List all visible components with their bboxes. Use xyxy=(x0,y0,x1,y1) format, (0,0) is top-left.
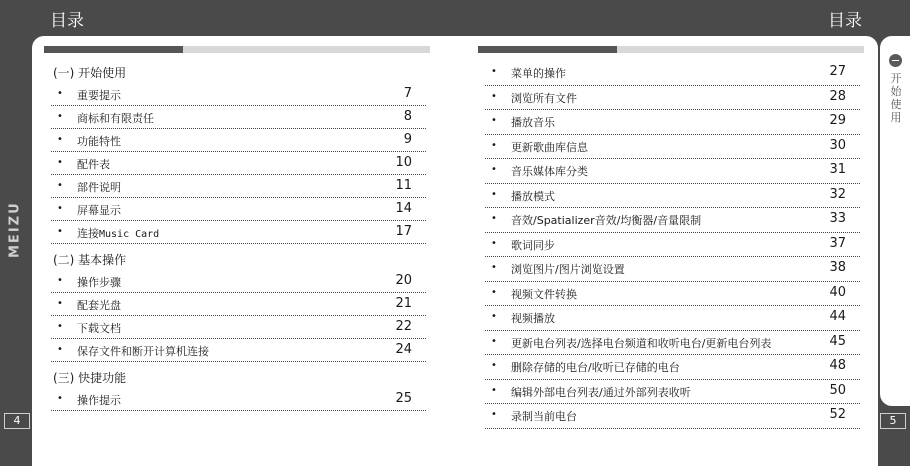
toc-entry[interactable] xyxy=(485,110,860,135)
toc-entry-title xyxy=(77,202,121,218)
toc-entry-title xyxy=(77,225,159,241)
toc-entry-title xyxy=(511,90,577,106)
toc-left-column xyxy=(44,46,430,411)
toc-entry[interactable] xyxy=(485,86,860,111)
toc-entry-title-text: 连接 xyxy=(77,227,99,240)
toc-entry[interactable] xyxy=(51,388,426,411)
toc-entry-title-text: 配套光盘 xyxy=(77,299,121,312)
toc-entry-page: 8 xyxy=(403,109,412,124)
toc-entry-title xyxy=(77,110,154,126)
toc-entry-page: 33 xyxy=(829,211,846,226)
toc-entry-page: 37 xyxy=(829,235,846,251)
bullet-icon: • xyxy=(491,360,497,371)
bullet-icon: • xyxy=(57,88,63,99)
toc-entry-title xyxy=(511,139,588,155)
toc-entry-page: 22 xyxy=(395,319,412,334)
toc-entry[interactable] xyxy=(51,83,426,106)
toc-entry[interactable] xyxy=(485,184,860,209)
toc-entry-title-text: 下载文档 xyxy=(77,322,121,335)
toc-entry-page: 38 xyxy=(829,260,846,275)
toc-entry-title-text: 更新电台列表/选择电台频道和收听电台/更新电台列表 xyxy=(511,336,772,350)
toc-entry-page: 50 xyxy=(829,382,846,398)
toc-entry-title xyxy=(511,163,588,179)
toc-entry-page: 17 xyxy=(395,224,412,239)
toc-entry[interactable] xyxy=(485,331,860,356)
toc-entry-title-text: 配件表 xyxy=(77,158,110,171)
toc-entry[interactable] xyxy=(51,316,426,339)
bullet-icon: • xyxy=(57,134,63,145)
toc-entry-title-text: 浏览所有文件 xyxy=(511,91,577,105)
toc-entry-title xyxy=(511,261,625,277)
toc-entry-page: 25 xyxy=(395,391,412,406)
bullet-icon: • xyxy=(491,335,497,347)
toc-entry-page: 9 xyxy=(403,132,412,147)
toc-entry-title-text: 视频播放 xyxy=(511,312,555,325)
progress-fill-left xyxy=(44,46,183,53)
bullet-icon: • xyxy=(491,115,497,126)
toc-entry-page: 27 xyxy=(829,64,846,79)
toc-section-heading: (一) 开始使用 xyxy=(53,66,127,80)
toc-entry-page: 45 xyxy=(829,333,846,349)
bullet-icon: • xyxy=(57,111,63,122)
bullet-icon: • xyxy=(491,139,497,151)
toc-entry-title-text: 重要提示 xyxy=(77,89,121,102)
bullet-icon: • xyxy=(491,311,497,322)
toc-section-heading: (三) 快捷功能 xyxy=(53,371,127,385)
toc-entry-title-text: 菜单的操作 xyxy=(511,67,566,80)
toc-entry-title-text: 音乐媒体库分类 xyxy=(511,165,588,178)
toc-entry[interactable] xyxy=(51,221,426,244)
progress-bar-left xyxy=(44,46,430,53)
bullet-icon: • xyxy=(491,90,497,102)
bullet-icon: • xyxy=(57,393,63,404)
toc-entry[interactable] xyxy=(485,233,860,258)
page-number-right: 5 xyxy=(880,413,906,429)
bullet-icon: • xyxy=(491,66,497,77)
toc-entry[interactable] xyxy=(51,106,426,129)
toc-entry-page: 40 xyxy=(829,284,846,300)
toc-entry-title xyxy=(77,274,121,290)
toc-entry-title-text: 商标和有限责任 xyxy=(77,112,154,125)
toc-entry-title xyxy=(77,320,121,336)
bullet-icon: • xyxy=(57,275,63,286)
toc-entry-title xyxy=(511,359,680,375)
toc-entry-title-text: 保存文件和断开计算机连接 xyxy=(77,345,209,358)
bullet-icon: • xyxy=(57,226,63,237)
toc-entry[interactable] xyxy=(51,270,426,293)
bullet-icon: • xyxy=(57,157,63,168)
toc-entry-title xyxy=(77,179,121,195)
toc-entry-title-text: 音效/Spatializer音效/均衡器/音量限制 xyxy=(511,214,702,227)
toc-entry-page: 32 xyxy=(829,186,846,202)
toc-entry-page: 14 xyxy=(395,201,412,216)
bullet-icon: • xyxy=(491,409,497,420)
toc-entry[interactable] xyxy=(485,257,860,282)
toc-entry-title-text: 播放模式 xyxy=(511,189,555,203)
header-title-left: 目录 xyxy=(50,11,84,31)
progress-bar-right xyxy=(478,46,864,53)
toc-entry-title xyxy=(511,286,577,302)
header-title-right: 目录 xyxy=(828,11,862,31)
bullet-icon: • xyxy=(57,203,63,214)
bullet-icon: • xyxy=(491,384,497,396)
toc-right-column xyxy=(478,46,864,429)
bullet-icon: • xyxy=(57,298,63,309)
toc-entry-page: 52 xyxy=(829,407,846,422)
toc-entry[interactable] xyxy=(51,129,426,152)
toc-entry[interactable] xyxy=(485,135,860,160)
toc-entry[interactable] xyxy=(51,152,426,175)
toc-entry-title xyxy=(511,335,771,351)
toc-entry-title-text: 删除存储的电台/收听已存储的电台 xyxy=(511,361,680,374)
bullet-icon: • xyxy=(57,180,63,191)
toc-right-list xyxy=(478,61,864,429)
chapter-tab-label: 开始使用 xyxy=(890,72,902,124)
toc-entry-title-text: 浏览图片/图片浏览设置 xyxy=(511,263,625,276)
toc-entry[interactable] xyxy=(51,293,426,316)
bullet-icon: • xyxy=(491,213,497,224)
toc-entry-title xyxy=(77,392,121,408)
toc-entry-title-text: 视频文件转换 xyxy=(511,287,577,301)
toc-entry-title-text: 部件说明 xyxy=(77,181,121,194)
toc-entry-title xyxy=(77,87,121,103)
toc-entry-title-text: 录制当前电台 xyxy=(511,410,577,423)
toc-entry-title xyxy=(511,188,555,204)
toc-entry-title xyxy=(511,65,566,81)
toc-left-list xyxy=(44,63,430,411)
toc-entry-title xyxy=(77,156,110,172)
toc-entry-page: 31 xyxy=(829,162,846,177)
toc-entry-page: 7 xyxy=(403,86,412,101)
progress-fill-right xyxy=(478,46,617,53)
toc-entry-title-text: 操作步骤 xyxy=(77,276,121,289)
bullet-icon: • xyxy=(491,262,497,273)
brand-logo: MEIZU xyxy=(7,201,23,259)
toc-entry[interactable] xyxy=(485,380,860,405)
toc-entry-title xyxy=(511,237,555,253)
toc-entry-title xyxy=(77,133,121,149)
toc-entry-title-text: 功能特性 xyxy=(77,135,121,148)
toc-entry-page: 24 xyxy=(395,342,412,357)
chapter-tab[interactable] xyxy=(880,36,910,406)
toc-entry-page: 30 xyxy=(829,137,846,153)
toc-entry-title xyxy=(511,114,555,130)
toc-entry-title xyxy=(511,408,577,424)
toc-entry-title-text: 歌词同步 xyxy=(511,238,555,252)
toc-entry[interactable] xyxy=(485,404,860,429)
toc-entry[interactable] xyxy=(485,159,860,184)
toc-entry[interactable] xyxy=(51,175,426,198)
toc-entry-title-text: 屏幕显示 xyxy=(77,204,121,217)
toc-entry-title xyxy=(511,310,555,326)
toc-entry-page: 28 xyxy=(829,88,846,104)
toc-entry[interactable] xyxy=(485,355,860,380)
toc-entry-page: 44 xyxy=(829,309,846,324)
chapter-marker-icon xyxy=(889,54,902,67)
toc-entry-page: 11 xyxy=(395,178,412,193)
toc-entry[interactable] xyxy=(485,306,860,331)
bullet-icon: • xyxy=(57,344,63,355)
toc-entry-title xyxy=(511,212,701,228)
bullet-icon: • xyxy=(491,237,497,249)
toc-entry-title-text: 操作提示 xyxy=(77,394,121,407)
toc-entry[interactable] xyxy=(51,198,426,221)
toc-entry-page: 21 xyxy=(395,296,412,311)
toc-section-heading: (二) 基本操作 xyxy=(53,253,127,267)
toc-entry-title xyxy=(511,384,691,400)
toc-entry[interactable] xyxy=(485,61,860,86)
toc-entry-page: 10 xyxy=(395,155,412,170)
bullet-icon: • xyxy=(491,164,497,175)
toc-entry[interactable] xyxy=(485,208,860,233)
bullet-icon: • xyxy=(57,321,63,332)
toc-entry-title-text: 播放音乐 xyxy=(511,116,555,129)
bullet-icon: • xyxy=(491,188,497,200)
toc-entry-title xyxy=(77,297,121,313)
toc-entry-page: 20 xyxy=(395,273,412,288)
toc-entry-title-mono: Music Card xyxy=(99,229,160,240)
toc-entry[interactable] xyxy=(485,282,860,307)
toc-entry-page: 29 xyxy=(829,113,846,128)
toc-entry-title-text: 编辑外部电台列表/通过外部列表收听 xyxy=(511,385,691,399)
bullet-icon: • xyxy=(491,286,497,298)
toc-entry-title-text: 更新歌曲库信息 xyxy=(511,140,588,154)
toc-entry[interactable] xyxy=(51,339,426,362)
page-number-left: 4 xyxy=(4,413,30,429)
toc-entry-page: 48 xyxy=(829,358,846,373)
toc-entry-title xyxy=(77,343,209,359)
